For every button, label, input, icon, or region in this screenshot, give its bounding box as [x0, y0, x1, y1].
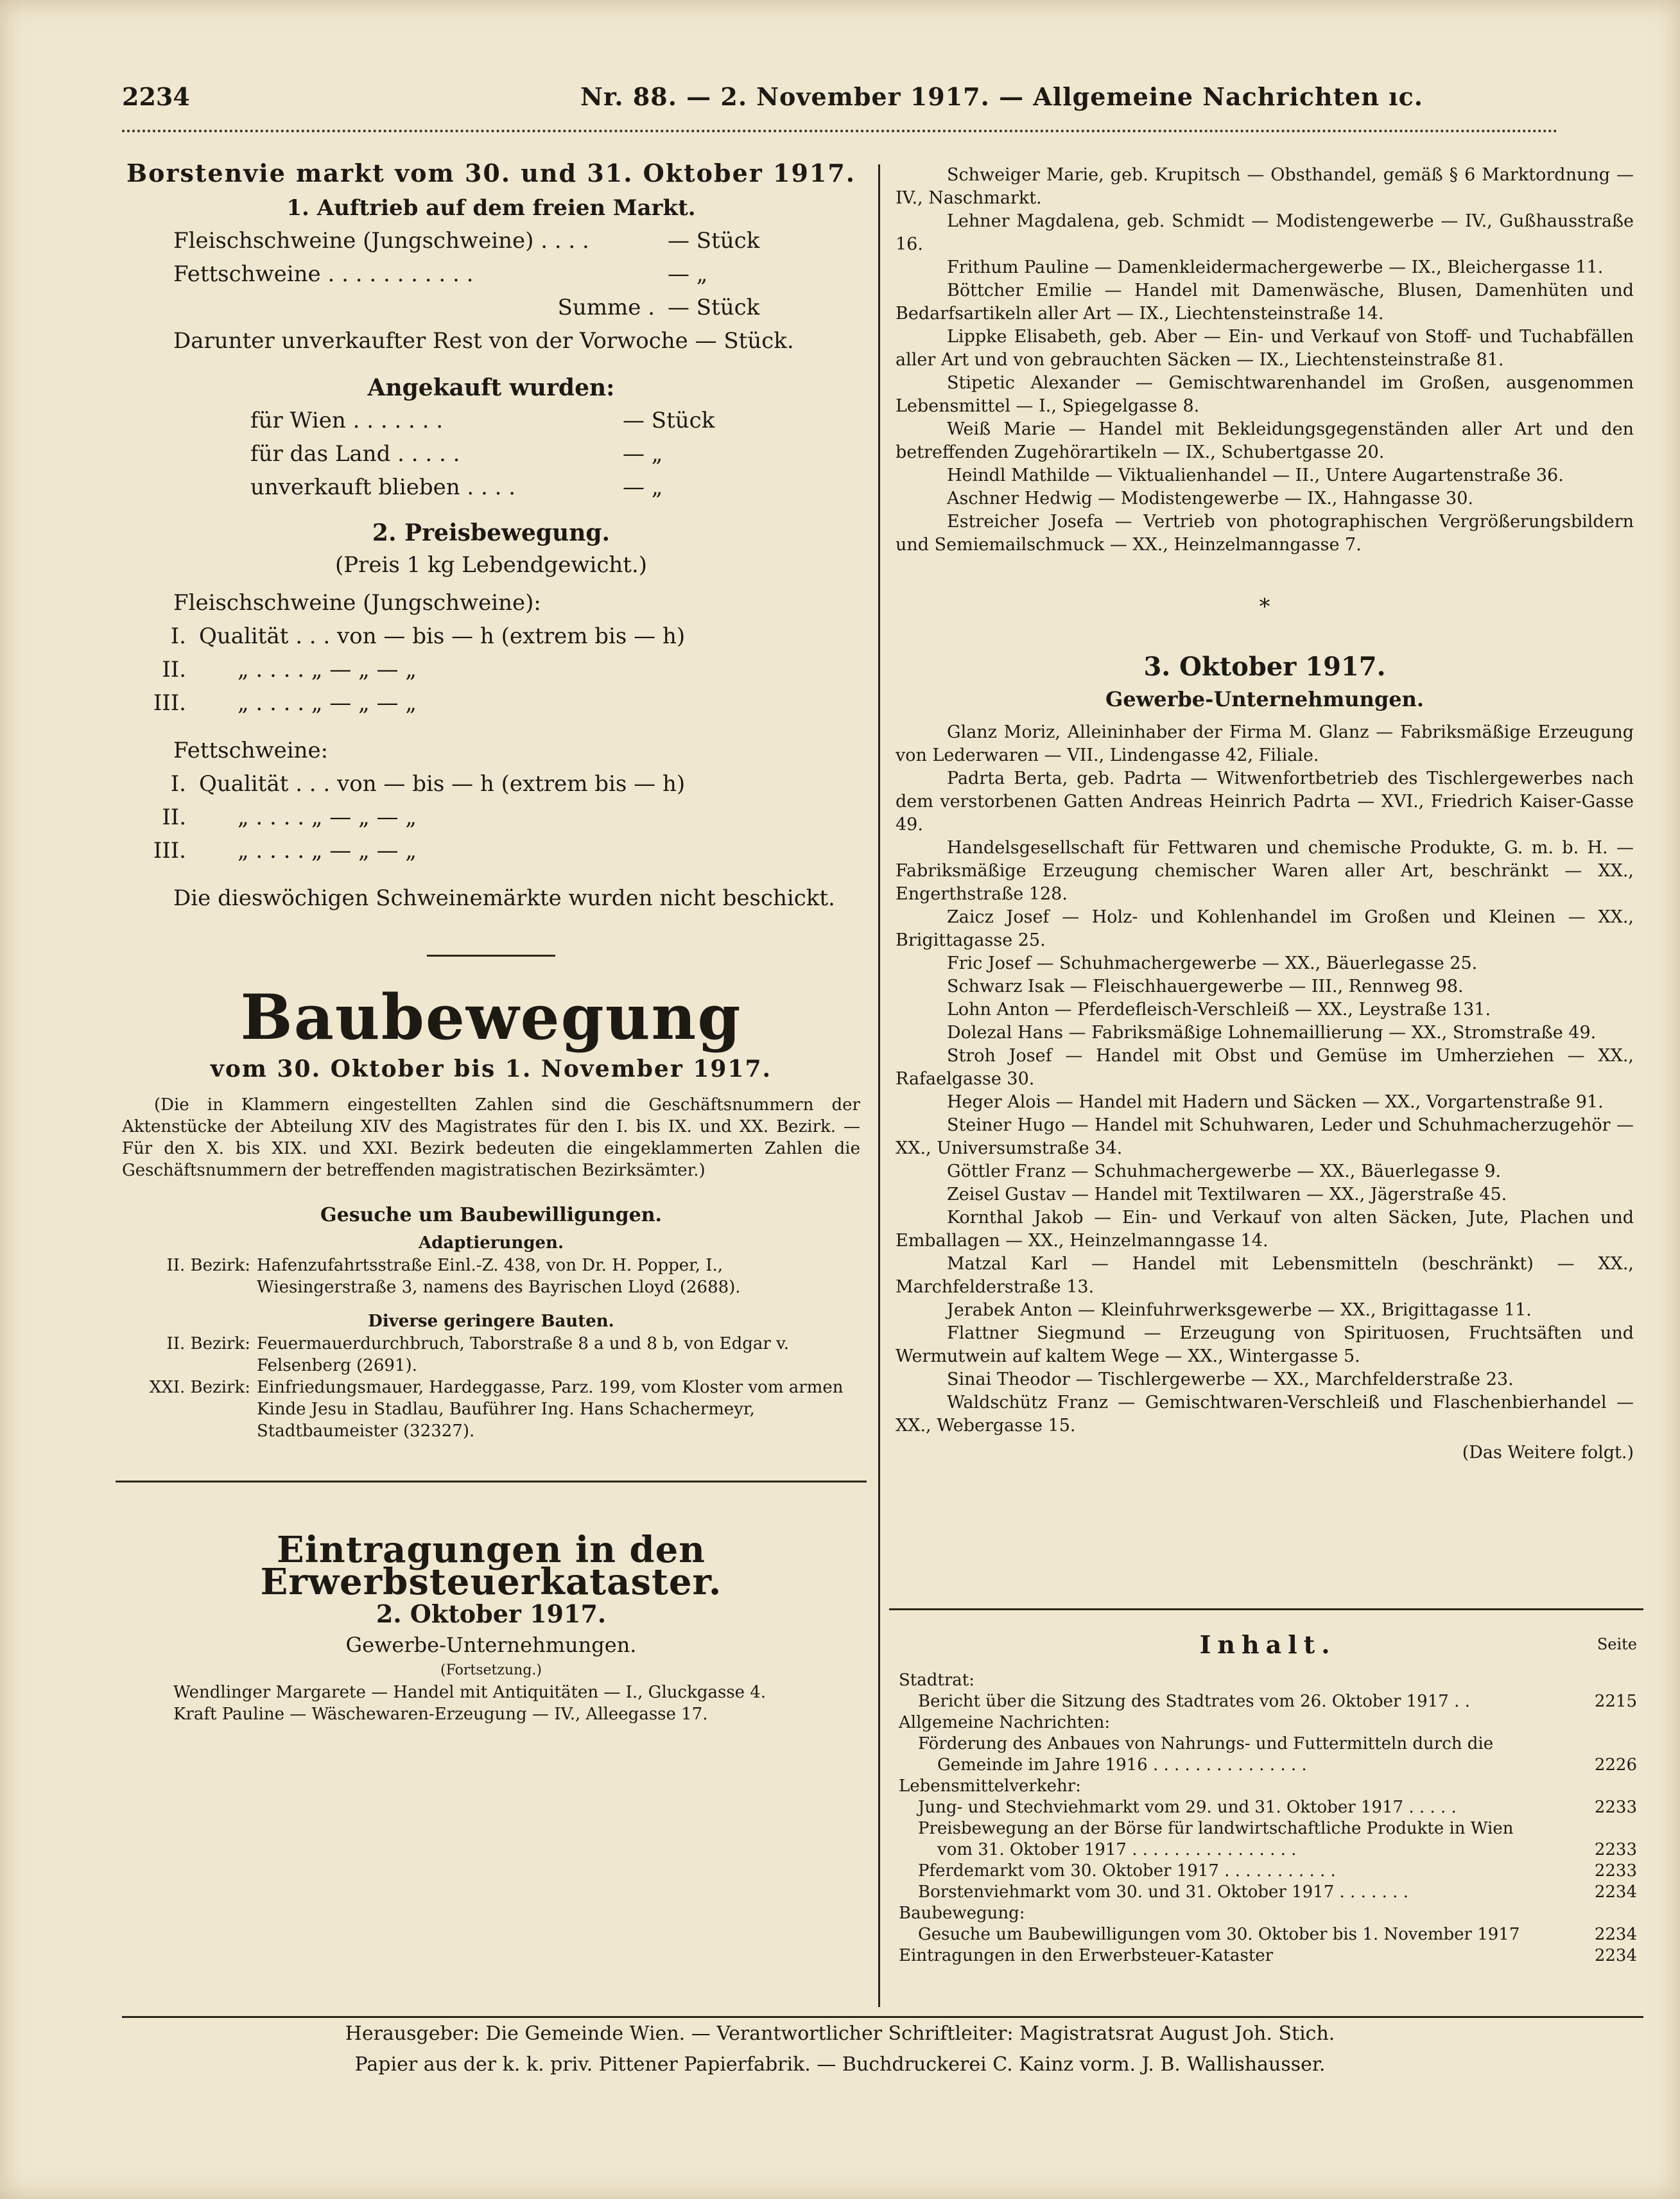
- toc-text: Baubewegung:: [899, 1904, 1025, 1923]
- toc-rule: [889, 1608, 1643, 1610]
- register-entry: Kornthal Jakob — Ein- und Verkauf von alten Säcken, Jute, Plachen und Emballagen — XX., Heinzelmanngasse 14.: [896, 1208, 1634, 1251]
- price-text: „ . . . . „ — „ — „: [238, 690, 417, 716]
- toc-title: Inhalt.: [1199, 1630, 1337, 1659]
- fleisch-title: Fleischschweine (Jungschweine):: [173, 590, 541, 616]
- register-entry: Dolezal Hans — Fabriksmäßige Lohnemaillierung — XX., Stromstraße 49.: [947, 1023, 1597, 1043]
- left-column: [122, 157, 860, 1725]
- fett-table: [122, 767, 860, 867]
- toc-text: Gemeinde im Jahre 1916 . . . . . . . . . . . . . . .: [937, 1755, 1307, 1775]
- price-text: „ . . . . „ — „ — „: [238, 804, 417, 830]
- price-row: [122, 801, 860, 834]
- bought-row-label: unverkauft blieben . . . .: [250, 474, 516, 500]
- s2-title: 2. Preisbewegung.: [372, 519, 611, 546]
- quality-label: III.: [153, 838, 186, 864]
- s1-row-value: — Stück: [668, 228, 760, 254]
- toc-page: 2234: [1594, 1925, 1637, 1944]
- entry-text: Hafenzufahrtsstraße Einl.-Z. 438, von Dr. H. Popper, I., Wiesingerstraße 3, namens des Bayrischen Lloyd (2688).: [257, 1256, 741, 1297]
- toc-page: 2233: [1594, 1840, 1637, 1859]
- toc-seite: Seite: [1597, 1635, 1637, 1653]
- price-text: Qualität . . . von — bis — h (extrem bis — h): [199, 623, 686, 649]
- oct3-subtitle: Gewerbe-Unternehmungen.: [1105, 687, 1425, 711]
- s1-row: [173, 291, 815, 324]
- register-entry: Estreicher Josefa — Vertrieb von photographischen Vergrößerungsbildern und Semiemailschmuck — XX., Heinzelmanngasse 7.: [896, 512, 1634, 555]
- section-divider: [427, 955, 555, 957]
- eintr-title: Eintragungen in den Erwerbsteuerkataster.: [260, 1529, 722, 1603]
- bought-table: [250, 404, 738, 504]
- toc-page: 2234: [1594, 1882, 1637, 1902]
- toc-page: 2233: [1594, 1861, 1637, 1881]
- s1-rest: Darunter unverkaufter Rest von der Vorwoche — Stück.: [173, 328, 794, 354]
- toc-text: Stadtrat:: [899, 1671, 974, 1690]
- bau-note: (Die in Klammern eingestellten Zahlen sind die Geschäftsnummern der Aktenstücke der Abteilung XIV des Magistrates für den I. bis IX. und XX. Bezirk. — Für den X. bis XIX. und XXI. Bezirk bedeuten die eingeklammerten Zahlen die Geschäftsnummern der betreffenden magistratischen Bezirksämter.): [122, 1095, 860, 1180]
- price-row: [122, 767, 860, 801]
- section-rule: [116, 1481, 867, 1482]
- toc-text: Pferdemarkt vom 30. Oktober 1917 . . . . . . . . . . .: [918, 1861, 1336, 1881]
- toc-text: Borstenviehmarkt vom 30. und 31. Oktober 1917 . . . . . . .: [918, 1882, 1408, 1902]
- column-divider: [878, 164, 880, 2007]
- register-entry: Sinai Theodor — Tischlergewerbe — XX., Marchfelderstraße 23.: [947, 1369, 1514, 1389]
- district-label: XXI. Bezirk:: [149, 1378, 250, 1397]
- s1-row-value: — „: [668, 261, 708, 287]
- eintr-entry: Kraft Pauline — Wäschewaren-Erzeugung — IV., Alleegasse 17.: [173, 1705, 708, 1724]
- quality-label: II.: [162, 657, 186, 682]
- register-entry: Lehner Magdalena, geb. Schmidt — Modistengewerbe — IV., Gußhausstraße 16.: [896, 211, 1634, 254]
- oct3-title: 3. Oktober 1917.: [1143, 652, 1386, 682]
- eintr-date: 2. Oktober 1917.: [376, 1599, 607, 1628]
- s1-row-label: Fettschweine . . . . . . . . . . .: [173, 261, 474, 287]
- diverse-entry: [122, 1333, 860, 1377]
- register-entry: Zaicz Josef — Holz- und Kohlenhandel im Großen und Kleinen — XX., Brigittagasse 25.: [896, 907, 1634, 950]
- register-entry: Lohn Anton — Pferdefleisch-Verschleiß — XX., Leystraße 131.: [947, 1000, 1491, 1020]
- district-label: II. Bezirk:: [166, 1256, 250, 1275]
- register-entry: Heger Alois — Handel mit Hadern und Säcken — XX., Vorgartenstraße 91.: [947, 1092, 1604, 1112]
- district-label: II. Bezirk:: [166, 1334, 250, 1353]
- bau-title: Baubewegung: [240, 981, 742, 1054]
- register-entry: Frithum Pauline — Damenkleidermachergewerbe — IX., Bleichergasse 11.: [947, 257, 1604, 277]
- register-entry: Stipetic Alexander — Gemischtwarenhandel im Großen, ausgenommen Lebensmittel — I., Spiegelgasse 8.: [896, 373, 1634, 416]
- market-title: Borstenvie markt vom 30. und 31. Oktober 1917.: [126, 159, 856, 187]
- bought-row-label: für das Land . . . . .: [250, 441, 460, 467]
- footer-rule: [122, 2016, 1643, 2018]
- eintr-continued: (Fortsetzung.): [440, 1662, 542, 1678]
- star-separator: *: [1259, 594, 1270, 620]
- register-entry: Aschner Hedwig — Modistengewerbe — IX., Hahngasse 30.: [947, 489, 1473, 508]
- toc-text: Preisbewegung an der Börse für landwirtschaftliche Produkte in Wien: [918, 1819, 1514, 1838]
- toc-text: Lebensmittelverkehr:: [899, 1777, 1081, 1796]
- right-column: [896, 164, 1634, 1465]
- s1-row-value: — Stück: [668, 295, 760, 320]
- bau-subtitle: vom 30. Oktober bis 1. November 1917.: [210, 1056, 772, 1082]
- register-entry: Schweiger Marie, geb. Krupitsch — Obsthandel, gemäß § 6 Marktordnung — IV., Naschmarkt.: [896, 165, 1634, 208]
- page-number: 2234: [122, 82, 190, 111]
- no-markets-note: Die dieswöchigen Schweinemärkte wurden nicht beschickt.: [173, 885, 835, 911]
- eintr-subtitle: Gewerbe-Unternehmungen.: [345, 1633, 637, 1657]
- quality-label: I.: [170, 623, 186, 649]
- price-row: [122, 620, 860, 653]
- quality-label: III.: [153, 690, 186, 716]
- s1-row-label: Summe .: [557, 295, 655, 320]
- toc-page: 2215: [1594, 1692, 1637, 1711]
- register-entry: Göttler Franz — Schuhmachergewerbe — XX., Bäuerlegasse 9.: [947, 1161, 1502, 1181]
- toc-item: [899, 1839, 1637, 1861]
- register-entry: Böttcher Emilie — Handel mit Damenwäsche, Blusen, Damenhüten und Bedarfsartikeln aller Art — IX., Liechtensteinstraße 14.: [896, 281, 1634, 324]
- toc-item: [899, 1903, 1637, 1924]
- price-row: [122, 653, 860, 686]
- toc-text: Gesuche um Baubewilligungen vom 30. Oktober bis 1. November 1917: [918, 1925, 1520, 1944]
- toc-item: [899, 1818, 1637, 1839]
- toc-item: [899, 1882, 1637, 1903]
- s1-row: [173, 224, 815, 257]
- header-divider: [122, 123, 1558, 132]
- toc-page: 2234: [1594, 1946, 1637, 1965]
- register-entry: Stroh Josef — Handel mit Obst und Gemüse im Umherziehen — XX., Rafaelgasse 30.: [896, 1046, 1634, 1089]
- register-entry: Weiß Marie — Handel mit Bekleidungsgegenständen aller Art und den betreffenden Zugehörartikeln — IX., Schubertgasse 20.: [896, 419, 1634, 462]
- page-header: [122, 82, 1558, 121]
- continued-note: (Das Weitere folgt.): [1462, 1443, 1634, 1463]
- entry-text: Feuermauerdurchbruch, Taborstraße 8 a und 8 b, von Edgar v. Felsenberg (2691).: [257, 1334, 789, 1375]
- price-text: „ . . . . „ — „ — „: [238, 838, 417, 864]
- s2-subtitle: (Preis 1 kg Lebendgewicht.): [334, 552, 648, 578]
- register-entry: Flattner Siegmund — Erzeugung von Spirituosen, Fruchtsäften und Wermutwein auf kaltem Wege — XX., Wintergasse 5.: [896, 1323, 1634, 1366]
- register-entry: Heindl Mathilde — Viktualienhandel — II., Untere Augartenstraße 36.: [947, 465, 1564, 485]
- bought-row-value: — „: [623, 441, 663, 467]
- register-entry: Matzal Karl — Handel mit Lebensmitteln (beschränkt) — XX., Marchfelderstraße 13.: [896, 1254, 1634, 1297]
- toc-item: [899, 1691, 1637, 1712]
- toc-item: [899, 1861, 1637, 1882]
- toc-item: [899, 1924, 1637, 1945]
- register-entry: Schwarz Isak — Fleischhauergewerbe — III., Rennweg 98.: [947, 977, 1464, 996]
- register-entry: Handelsgesellschaft für Fettwaren und chemische Produkte, G. m. b. H. — Fabriksmäßige Erzeugung chemischer Waren aller Art, beschränkt — XX., Engerthstraße 128.: [896, 838, 1634, 904]
- toc-item: [899, 1734, 1637, 1755]
- toc-item: [899, 1776, 1637, 1797]
- register-entry: Steiner Hugo — Handel mit Schuhwaren, Leder und Schuhmacherzugehör — XX., Universumstraße 34.: [896, 1115, 1634, 1158]
- s1-title: 1. Auftrieb auf dem freien Markt.: [286, 195, 696, 221]
- toc-text: vom 31. Oktober 1917 . . . . . . . . . . . . . . . .: [937, 1840, 1297, 1859]
- toc-text: Bericht über die Sitzung des Stadtrates vom 26. Oktober 1917 . .: [918, 1692, 1470, 1711]
- bought-title: Angekauft wurden:: [367, 374, 615, 401]
- price-row: [122, 834, 860, 867]
- footer-publisher: Herausgeber: Die Gemeinde Wien. — Verantwortlicher Schriftleiter: Magistratsrat August Joh. Stich.: [345, 2022, 1335, 2045]
- header-title: Nr. 88. — 2. November 1917. — Allgemeine Nachrichten ıc.: [580, 82, 1423, 111]
- footer-printer: Papier aus der k. k. priv. Pittener Papierfabrik. — Buchdruckerei C. Kainz vorm. J. B. Wallishausser.: [354, 2053, 1326, 2076]
- adapt-title: Adaptierungen.: [419, 1233, 564, 1253]
- bought-row: [250, 471, 738, 504]
- quality-label: II.: [162, 804, 186, 830]
- register-entry: Padrta Berta, geb. Padrta — Witwenfortbetrieb des Tischlergewerbes nach dem verstorbenen Gatten Andreas Heinrich Padrta — XVI., Friedrich Kaiser-Gasse 49.: [896, 769, 1634, 835]
- diverse-entry: [122, 1377, 860, 1442]
- bought-row-value: — „: [623, 474, 663, 500]
- register-entry: Waldschütz Franz — Gemischtwaren-Verschleiß und Flaschenbierhandel — XX., Webergasse 15.: [896, 1393, 1634, 1436]
- quality-label: I.: [170, 771, 186, 797]
- table-of-contents: [899, 1630, 1637, 1967]
- toc-page: 2233: [1594, 1798, 1637, 1817]
- toc-text: Allgemeine Nachrichten:: [899, 1713, 1111, 1732]
- toc-item: [899, 1712, 1637, 1734]
- register-entry: Glanz Moriz, Alleininhaber der Firma M. Glanz — Fabriksmäßige Erzeugung von Lederwaren — VII., Lindengasse 42, Filiale.: [896, 722, 1634, 765]
- toc-text: Förderung des Anbaues von Nahrungs- und Futtermitteln durch die: [918, 1734, 1494, 1753]
- fett-title: Fettschweine:: [173, 738, 329, 763]
- eintr-entry: Wendlinger Margarete — Handel mit Antiquitäten — I., Gluckgasse 4.: [173, 1683, 766, 1702]
- toc-item: [899, 1945, 1637, 1967]
- entry-text: Einfriedungsmauer, Hardeggasse, Parz. 199, vom Kloster vom armen Kinde Jesu in Stadlau, Bauführer Ing. Hans Schachermeyr, Stadtbaumeister (32327).: [257, 1378, 844, 1441]
- register-entry: Zeisel Gustav — Handel mit Textilwaren — XX., Jägerstraße 45.: [947, 1185, 1507, 1204]
- register-entry: Jerabek Anton — Kleinfuhrwerksgewerbe — XX., Brigittagasse 11.: [947, 1300, 1532, 1320]
- s1-table: [173, 224, 815, 358]
- fleisch-table: [122, 620, 860, 720]
- gesuche-title: Gesuche um Baubewilligungen.: [320, 1204, 662, 1226]
- price-text: Qualität . . . von — bis — h (extrem bis — h): [199, 771, 686, 797]
- price-row: [122, 686, 860, 720]
- toc-page: 2226: [1594, 1755, 1637, 1775]
- bought-row: [250, 437, 738, 471]
- register-entry: Fric Josef — Schuhmachergewerbe — XX., Bäuerlegasse 25.: [947, 953, 1478, 973]
- toc-header: [899, 1630, 1637, 1670]
- register-entry: Lippke Elisabeth, geb. Aber — Ein- und Verkauf von Stoff- und Tuchabfällen aller Art und von gebrauchten Säcken — IX., Liechtensteinstraße 81.: [896, 327, 1634, 370]
- s1-row: [173, 257, 815, 291]
- bought-row: [250, 404, 738, 437]
- price-text: „ . . . . „ — „ — „: [238, 657, 417, 682]
- bought-row-value: — Stück: [623, 408, 715, 433]
- bought-row-label: für Wien . . . . . . .: [250, 408, 444, 433]
- toc-text: Eintragungen in den Erwerbsteuer-Kataster: [899, 1946, 1274, 1965]
- toc-text: Jung- und Stechviehmarkt vom 29. und 31. Oktober 1917 . . . . .: [918, 1798, 1457, 1817]
- s1-row-label: Fleischschweine (Jungschweine) . . . .: [173, 228, 589, 254]
- adapt-entry: [122, 1255, 860, 1298]
- diverse-title: Diverse geringere Bauten.: [368, 1312, 614, 1331]
- toc-item: [899, 1797, 1637, 1818]
- toc-item: [899, 1755, 1637, 1776]
- toc-item: [899, 1670, 1637, 1691]
